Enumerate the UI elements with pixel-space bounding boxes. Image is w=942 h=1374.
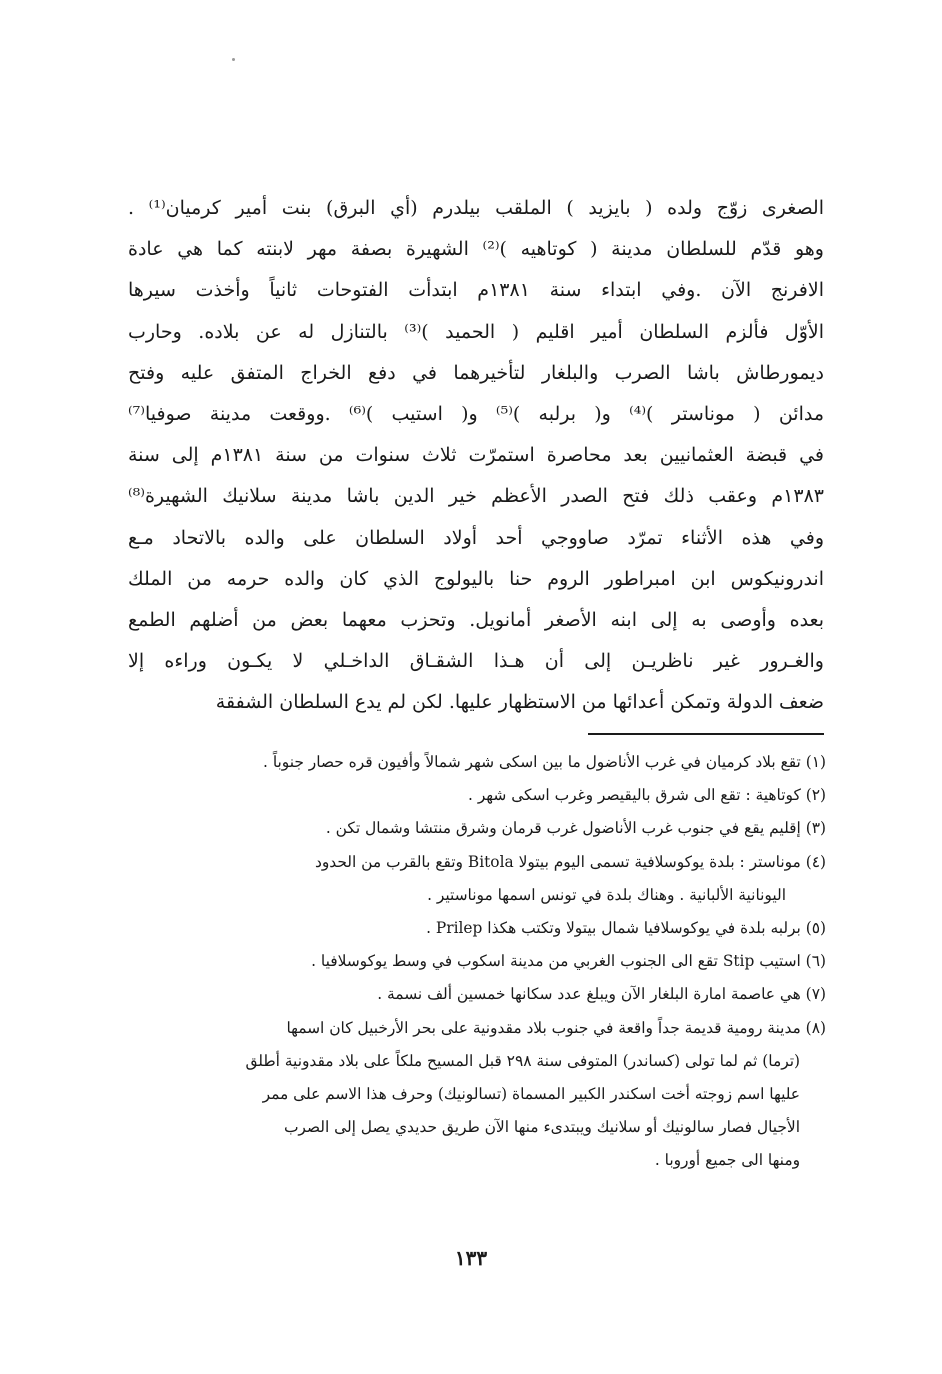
footnotes bbox=[122, 746, 826, 1177]
page-number: ١٣٣ bbox=[454, 1246, 488, 1270]
footnote-line: (١) تقع بلاد كرميان في غرب الأناضول ما بين اسكى شهر شمالاً وأفيون قره حصار جنوباً . bbox=[263, 753, 826, 771]
text-line: مدائن ( موناستر )⁽⁴⁾ و( برلبه )⁽⁵⁾ و( استيب )⁽⁶⁾ .ووقعت مدينة صوفيا⁽⁷⁾ bbox=[128, 402, 824, 425]
text-line: ضعف الدولة وتمكن أعدائها من الاستظهار عليها. لكن لم يدع السلطان الشفقة bbox=[215, 691, 824, 714]
footnote-line: (٦) استيب Stip تقع الى الجنوب الغربي من مدينة اسكوب في وسط يوكوسلافيا . bbox=[311, 952, 826, 971]
footnote-line: (٤) موناستر : بلدة يوكوسلافية تسمى اليوم بيتولا Bitola وتقع بالقرب من الحدود bbox=[314, 852, 826, 871]
footnote-line: (ترما) ثم لما تولى (كساندر) المتوفى سنة ٢٩٨ قبل المسيح ملكاً على بلاد مقدونية أطلق bbox=[245, 1051, 800, 1070]
scan-speck bbox=[232, 58, 235, 61]
text-line: ١٣٨٣م وعقب ذلك فتح الصدر الأعظم خير الدين باشا مدينة سلانيك الشهيرة⁽⁸⁾ bbox=[128, 485, 824, 508]
footnote-separator bbox=[588, 733, 824, 735]
text-line: في قبضة العثمانيين بعد محاصرة استمرّت ثلاث سنوات من سنة ١٣٨١م إلى سنة bbox=[128, 444, 824, 467]
main-text bbox=[128, 188, 824, 723]
footnote-line: (٧) هي عاصمة امارة البلغار الآن ويبلغ عدد سكانها خمسين ألف نسمة . bbox=[377, 985, 826, 1004]
footnote-line: (٨) مدينة رومية قديمة جداً واقعة في جنوب بلاد مقدونية على بحر الأرخبيل كان اسمها bbox=[286, 1018, 826, 1037]
footnote-line: الأجيال فصار سالونيك أو سلانيك ويبتدىء منها الآن طريق حديدي يصل إلى الصرب bbox=[283, 1118, 800, 1137]
text-line: اندرونيكوس ابن امبراطور الروم حنا باليولوج الذي كان والده حرمه من الملك bbox=[128, 567, 824, 590]
text-line: وهو قدّم للسلطان مدينة ( كوتاهيه )⁽²⁾ الشهيرة بصفة مهر لابنته كما هي عادة bbox=[128, 238, 824, 261]
text-line: الافرنج الآن .وفي ابتداء سنة ١٣٨١م ابتدأت الفتوحات ثانياً وأخذت سيرها bbox=[128, 279, 824, 302]
footnote-line: عليها اسم زوجته أخت اسكندر الكبير المسماة (تسالونيك) وحرف هذا الاسم على ممر bbox=[262, 1084, 800, 1103]
footnote-line: (٣) إقليم يقع في جنوب غرب الأناضول غرب قرمان وشرق منتشا وشمال تكن . bbox=[325, 819, 826, 838]
text-line: بعده وأوصى به إلى ابنه الأصغر أمانويل. وتحزب معهما بعض من أضلهم الطمع bbox=[128, 608, 824, 631]
text-line: الأوّل فألزم السلطان أمير اقليم ( الحميد )⁽³⁾ بالتنازل له عن بلاده. وحارب bbox=[128, 320, 824, 343]
footnote-line: (٥) برلبه بلدة في يوكوسلافيا شمال بيتولا وتكتب هكذا Prilep . bbox=[426, 918, 826, 937]
text-line: والغـرور غير ناظريـن إلى أن هـذا الشقـاق الداخـلي لا يكـون وراءه إلا bbox=[128, 650, 824, 673]
text-line: الصغرى زوّج ولده ( بايزيد ) الملقب بيلدرم (أي البرق) بنت أمير كرميان⁽¹⁾ . bbox=[128, 197, 824, 219]
footnote-line: (٢) كوتاهية : تقع الى شرق باليقيصر وغرب اسكى شهر . bbox=[468, 786, 826, 805]
text-line: وفي هذه الأثناء تمرّد صاووجي أحد أولاد السلطان على والده بالاتحاد مـع bbox=[128, 526, 824, 549]
text-line: ديمورطاش باشا الصرب والبلغار لتأخيرهما في دفع الخراج المتفق عليه وفتح bbox=[128, 361, 824, 384]
footnote-line: اليونانية الألبانية . وهناك بلدة في تونس اسمها موناستير . bbox=[427, 885, 786, 904]
footnote-line: ومنها الى جميع أوروبا . bbox=[654, 1151, 800, 1170]
